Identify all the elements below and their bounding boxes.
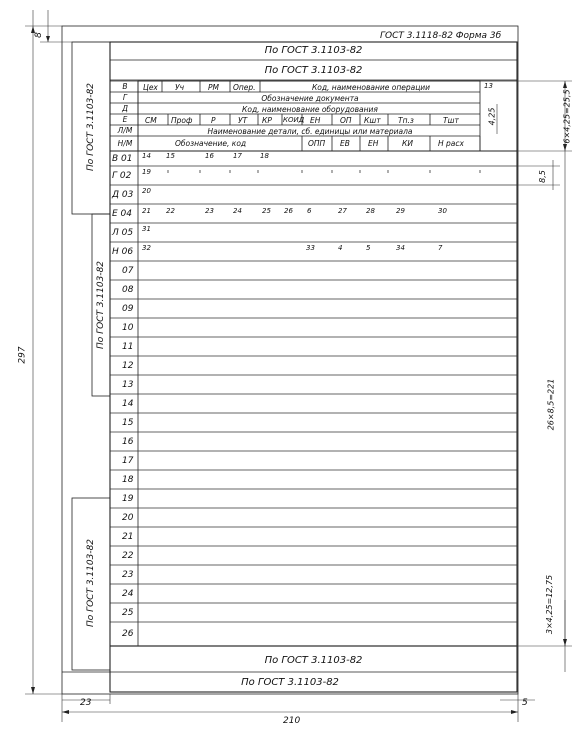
hdr-r1-c1: Цех [143,83,158,92]
hdr-r4-c5: КР [262,116,272,125]
field-num: 17 [233,152,242,160]
field-num: 29 [396,207,405,215]
field-num: 14 [142,152,151,160]
field-num: 15 [166,152,175,160]
hdr-r4-c6: КОИД [283,116,305,124]
field-num: 22 [166,207,175,215]
hdr-code-6: Н/М [117,139,133,148]
row-label: 14 [122,399,134,409]
row-label: 12 [122,361,134,371]
hdr-code-5: Л/М [117,126,133,135]
hdr-code-4: Е [122,115,128,124]
row-label: Г 02 [112,171,132,181]
field-num: 23 [205,207,214,215]
dim-row-pitch: 8,5 [537,170,547,183]
dim-page-width: 210 [283,716,301,726]
hdr-r6-c1: Обозначение, код [175,139,247,148]
bottom-banner-1: По ГОСТ 3.1103-82 [264,655,363,666]
field-num: 28 [366,207,375,215]
row-label: Д 03 [112,190,134,200]
field-num: 7 [438,244,443,252]
row-ticks [168,170,480,173]
row-label: 24 [122,589,134,599]
field-num: 34 [396,244,405,252]
hdr-r4-c2: Проф [171,116,193,125]
top-banner-1: По ГОСТ 3.1103-82 [264,45,363,56]
hdr-r4-c10: Тп.з [398,116,414,125]
dim-header-pitch: 4,25 [487,107,497,126]
row-label: 13 [122,380,134,390]
hdr-r3: Код, наименование оборудования [242,105,378,114]
row-label: 26 [122,629,134,639]
field-num: 6 [307,207,312,215]
field-num: 25 [262,207,271,215]
field-num: 19 [142,168,151,176]
hdr-r1-c2: Уч [175,83,185,92]
bottom-banner-2: По ГОСТ 3.1103-82 [241,677,339,688]
hdr-r6-c4: ЕН [368,139,379,148]
hdr-r4-c4: УТ [238,116,248,125]
hdr-r6-c3: ЕВ [340,139,350,148]
field-num: 30 [438,207,447,215]
row-label: 20 [122,513,134,523]
side-banner-mid: По ГОСТ 3.1103-82 [96,260,106,350]
field-num: 27 [338,207,347,215]
hdr-r6-c6: Н расх [438,139,464,148]
field-num: 26 [284,207,293,215]
hdr-r4-c1: СМ [145,116,157,125]
hdr-r1-c5: Код, наименование операции [311,83,431,92]
field-num: 32 [142,244,151,252]
row-label: Л 05 [112,228,134,238]
hdr-r2: Обозначение документа [261,94,359,103]
dim-body-total: 26×8,5=221 [546,378,556,431]
row-label: 11 [122,342,134,352]
field-num: 16 [205,152,214,160]
row-label: 09 [122,304,134,314]
row-lines [110,166,517,646]
row-label: 21 [122,532,134,542]
hdr-r5: Наименование детали, сб. единицы или материала [207,127,413,136]
field-num: 33 [306,244,315,252]
row-label: 22 [122,551,134,561]
row-label: Н 06 [112,247,134,257]
row-label: Е 04 [112,209,132,219]
field-num: 24 [233,207,242,215]
field-num: 5 [366,244,371,252]
field-num: 18 [260,152,269,160]
row-label: 15 [122,418,134,428]
hdr-r4-c9: Кшт [364,116,381,125]
row-label: 19 [122,494,134,504]
field-num: 21 [142,207,151,215]
row-label: 23 [122,570,134,580]
row-label: 08 [122,285,134,295]
side-banner-top: По ГОСТ 3.1103-82 [86,82,96,172]
field-num: 4 [338,244,343,252]
dim-left-margin: 23 [80,698,92,708]
hdr-r4-c11: Тшт [443,116,459,125]
dim-header-total: 6×4,25=25,5 [562,89,572,144]
row-label: 25 [122,608,134,618]
dim-right-margin: 5 [522,698,528,708]
row-label: 16 [122,437,134,447]
hdr-r4-c7: ЕН [310,116,321,125]
top-banner-2: По ГОСТ 3.1103-82 [264,65,363,76]
row-label: 17 [122,456,134,466]
row-label: 10 [122,323,134,333]
field-num: 20 [142,187,151,195]
hdr-code-2: Г [122,93,128,102]
hdr-r1-c3: РМ [208,83,219,92]
hdr-r1-c4: Опер. [233,83,256,92]
hdr-code-3: Д [122,104,128,113]
dim-lower-total: 3×4,25=12,75 [545,574,555,635]
row-label: 18 [122,475,134,485]
row-label: В 01 [112,154,133,164]
hdr-r4-c8: ОП [340,116,352,125]
field-num: 31 [142,225,151,233]
field-num-13: 13 [484,82,493,90]
hdr-r6-c5: КИ [402,139,413,148]
dim-page-height: 297 [17,346,28,364]
form-code: ГОСТ 3.1118-82 Форма 3б [380,31,502,41]
hdr-r6-c2: ОПП [308,139,326,148]
dim-top-margin: 8 [33,32,44,38]
hdr-code-1: В [122,82,128,91]
hdr-r4-c3: Р [211,116,216,125]
side-banner-bottom: По ГОСТ 3.1103-82 [86,538,96,628]
row-label: 07 [122,266,134,276]
